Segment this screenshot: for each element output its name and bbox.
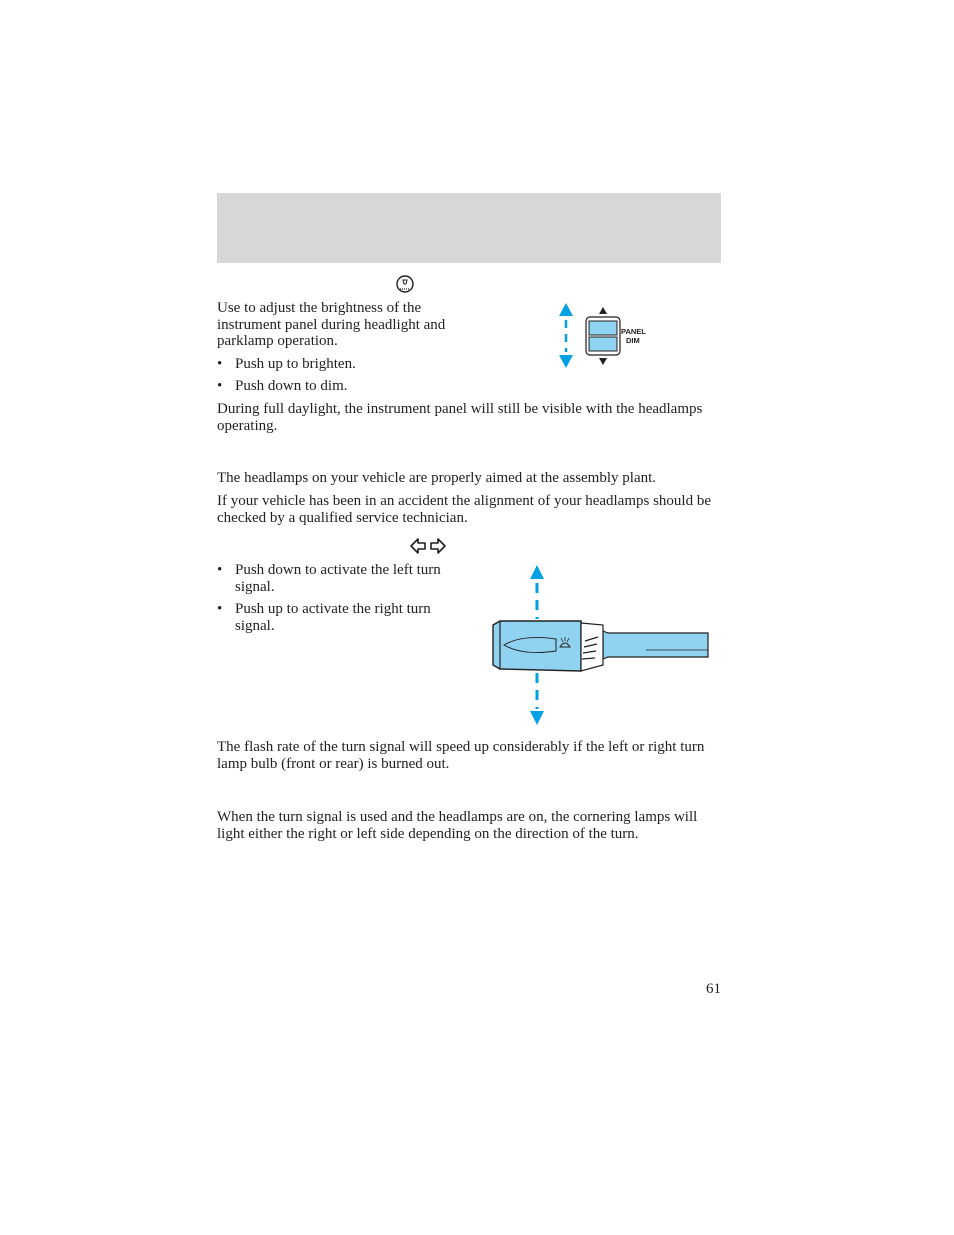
turn-signal-flash-note: The flash rate of the turn signal will speed up considerably if the left or right turn lamp bulb (front or rear) is burned out. — [217, 739, 705, 772]
panel-dimmer-intro: Use to adjust the brightness of the instrument panel during headlight and parklamp operation. — [217, 300, 446, 349]
bullet-text: Push up to brighten. — [235, 356, 356, 372]
turn-signal-arrows-icon — [409, 537, 447, 555]
bullet-text: Push down to dim. — [235, 378, 348, 394]
panel-dimmer-note: During full daylight, the instrument panel will still be visible with the headlamps operating. — [217, 401, 703, 434]
aiming-paragraph-2: If your vehicle has been in an accident the alignment of your headlamps should be checked by a qualified service technician. — [217, 493, 712, 526]
panel-dimmer-icon — [395, 274, 415, 294]
aiming-paragraph-1: The headlamps on your vehicle are properly aimed at the assembly plant. — [217, 470, 657, 486]
cornering-paragraph: When the turn signal is used and the headlamps are on, the cornering lamps will light either the right or left side depending on the direction of the turn. — [217, 809, 698, 842]
panel-label: PANEL — [621, 327, 646, 336]
turn-signal-lever-figure — [488, 563, 712, 727]
bullet-text: Push down to activate the left turn signal. — [235, 562, 441, 595]
panel-dim-figure — [552, 300, 662, 372]
section-header-bar — [217, 193, 721, 263]
dim-label: DIM — [626, 336, 640, 345]
bullet-text: Push up to activate the right turn signal. — [235, 601, 431, 634]
page-number: 61 — [706, 981, 721, 997]
